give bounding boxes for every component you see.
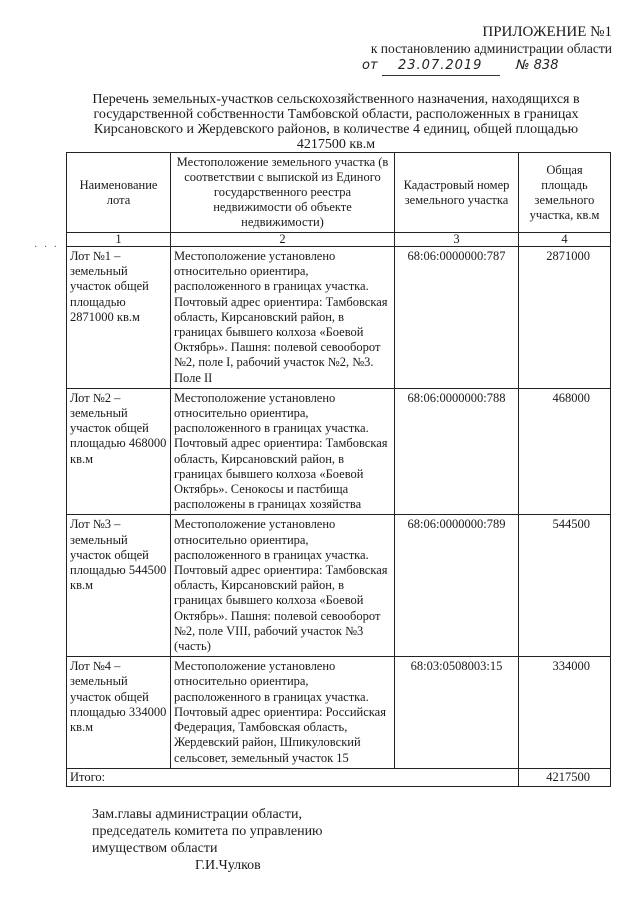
cadastral-number-cell: 68:03:0508003:15 (395, 657, 519, 768)
appendix-header (312, 24, 612, 57)
location-cell: Местоположение установлено относительно ориентира, расположенного в границах участка. Почтовый адрес ориентира: Тамбовская область, Кирсановский район, в границах бывшего колхоза «Боевой Октябрь». Пашня: полевой севооборот №2, поле VIII, рабочий участок №3 (часть) (171, 515, 395, 657)
cadastral-number-cell: 68:06:0000000:789 (395, 515, 519, 657)
lot-name-cell: Лот №4 – земельный участок общей площадью 334000 кв.м (67, 657, 171, 768)
total-label: Итого: (67, 768, 519, 786)
handwritten-from: от (362, 58, 378, 73)
table-row (67, 515, 611, 657)
lot-name-cell: Лот №1 – земельный участок общей площадью 2871000 кв.м (67, 247, 171, 389)
location-cell: Местоположение установлено относительно ориентира, расположенного в границах участка. Почтовый адрес ориентира: Тамбовская область, Кирсановский район, в границах бывшего колхоза «Боевой Октябрь». Сенокосы и пастбища расположены в границах хозяйства (171, 388, 395, 515)
cadastral-number-cell: 68:06:0000000:787 (395, 247, 519, 389)
date-underline (382, 75, 500, 76)
area-cell: 334000 (519, 657, 611, 768)
handwritten-date: 23.07.2019 (398, 58, 483, 73)
total-row (67, 768, 611, 786)
appendix-title: ПРИЛОЖЕНИЕ №1 (482, 24, 612, 40)
handwritten-date-line (362, 58, 602, 78)
margin-dots: · · · (34, 242, 59, 253)
location-cell: Местоположение установлено относительно ориентира, расположенного в границах участка. Почтовый адрес ориентира: Тамбовская область, Кирсановский район, в границах бывшего колхоза «Боевой Октябрь». Пашня: полевой севооборот №2, поле I, рабочий участок №2, №3. Поле II (171, 247, 395, 389)
column-number-row (67, 233, 611, 247)
column-number: 2 (171, 233, 395, 247)
header-location: Местоположение земельного участка (в соответствии с выпиской из Единого государственного реестра недвижимости об объекте недвижимости) (171, 153, 395, 233)
table-row (67, 247, 611, 389)
area-cell: 468000 (519, 388, 611, 515)
table-row (67, 388, 611, 515)
column-number: 3 (395, 233, 519, 247)
handwritten-number: № 838 (516, 58, 559, 73)
area-cell: 2871000 (519, 247, 611, 389)
column-number: 4 (519, 233, 611, 247)
document-title: Перечень земельных-участков сельскохозяйственного назначения, находящихся в государственной собственности Тамбовской области, расположенных в границах Кирсановского и Жердевского районов, в количестве 4 единиц, общей площадью 4217500 кв.м (92, 92, 580, 152)
table-header-row (67, 153, 611, 233)
header-total-area: Общая площадь земельного участка, кв.м (519, 153, 611, 233)
land-lots-table (66, 152, 611, 787)
table-row (67, 657, 611, 768)
signature-block (92, 806, 352, 873)
header-cadastral-number: Кадастровый номер земельного участка (395, 153, 519, 233)
lot-name-cell: Лот №2 – земельный участок общей площадью 468000 кв.м (67, 388, 171, 515)
total-value: 4217500 (519, 768, 611, 786)
lot-name-cell: Лот №3 – земельный участок общей площадью 544500 кв.м (67, 515, 171, 657)
area-cell: 544500 (519, 515, 611, 657)
column-number: 1 (67, 233, 171, 247)
location-cell: Местоположение установлено относительно ориентира, расположенного в границах участка. Почтовый адрес ориентира: Российская Федерация, Тамбовская область, Жердевский район, Шпикуловский сельсовет, земельный участок 15 (171, 657, 395, 768)
header-lot-name: Наименование лота (67, 153, 171, 233)
signatory-position: Зам.главы администрации области, председатель комитета по управлению имуществом области (92, 807, 323, 856)
appendix-reference: к постановлению администрации области (370, 41, 612, 56)
cadastral-number-cell: 68:06:0000000:788 (395, 388, 519, 515)
signatory-name: Г.И.Чулков (195, 858, 261, 873)
